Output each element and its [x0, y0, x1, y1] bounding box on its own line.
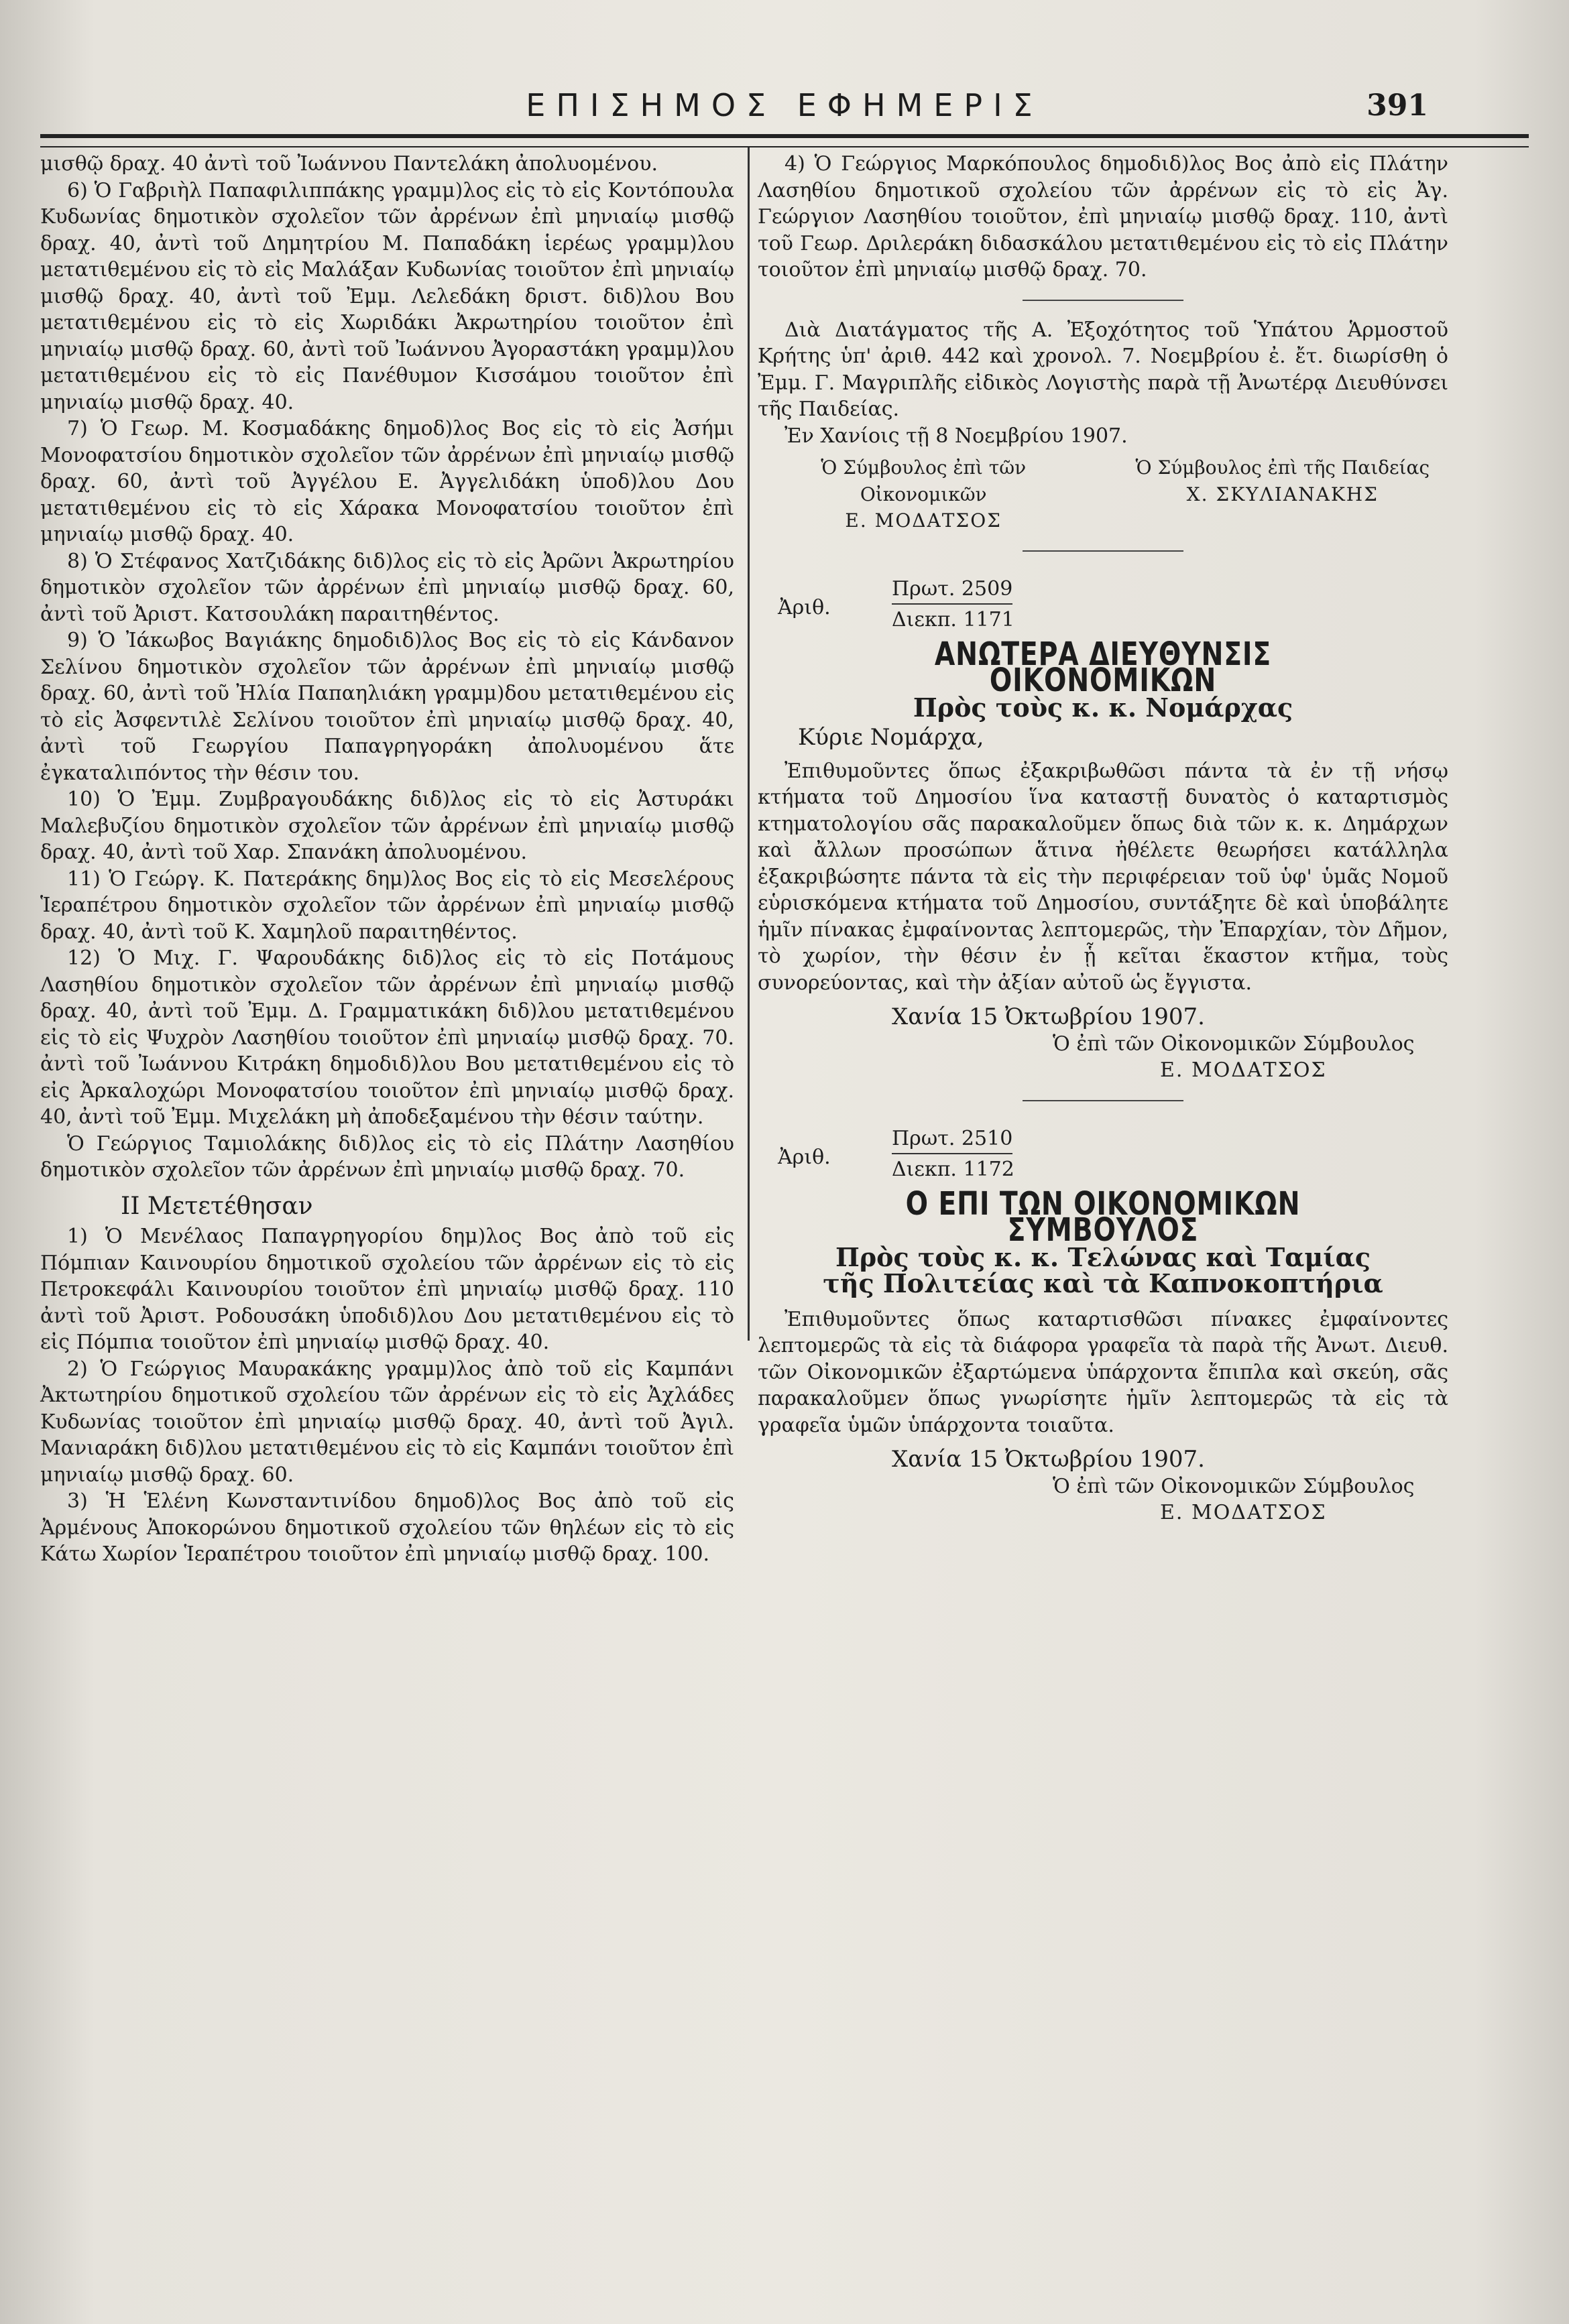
- decree-text: Διὰ Διατάγματος τῆς Α. Ἐξοχότητος τοῦ Ὑπάτου Ἁρμοστοῦ Κρήτης ὑπ' ἀριθ. 442 καὶ χρονολ. 7. Νοεμβρίου ἐ. ἔτ. διωρίσθη ὁ Ἐμμ. Γ. Μαγριπλῆς εἰδικὸς Λογιστὴς παρὰ τῇ Ἀνωτέρᾳ Διευθύνσει τῆς Παιδείας.: [758, 318, 1448, 421]
- signature-finance: [758, 454, 1089, 534]
- notice-date: Χανία 15 Ὀκτωβρίου 1907.: [892, 1003, 1205, 1030]
- separator-rule: [1023, 550, 1183, 552]
- signature-name: Χ. ΣΚΥΛΙΑΝΑΚΗΣ: [1186, 483, 1379, 505]
- paragraph: 7) Ὁ Γεωρ. Μ. Κοσμαδάκης δημοδ)λος Βος εἰς τὸ εἰς Ἀσήμι Μονοφατσίου δημοτικὸν σχολεῖον τῶν ἀρρένων ἐπὶ μηνιαίῳ μισθῷ δραχ. 60, ἀντὶ τοῦ Ἀγγέλου Ε. Ἀγγελιδάκη ὑποδ)λου Δου μετατιθεμένου εἰς τὸ εἰς Χάρακα Μονοφατσίου τοιοῦτον ἐπὶ μηνιαίῳ μισθῷ δραχ. 40.: [40, 417, 734, 546]
- column-divider: [748, 147, 750, 1341]
- notice-body: Ἐπιθυμοῦντες ὅπως καταρτισθῶσι πίνακες ἐμφαίνοντες λεπτομερῶς τὰ εἰς τὰ διάφορα γραφεῖα τὰ παρὰ τῆς Ἀνωτ. Διευθ. τῶν Οἰκονομικῶν ἐξαρτώμενα ὑπάρχοντα ἔπιπλα καὶ σκεύη, σᾶς παρακαλοῦμεν ὅπως γνωρίσητε ἡμῖν λεπτομερῶς τὰ εἰς τὰ γραφεῖα ὑμῶν ὑπάρχοντα τοιαῦτα.: [758, 1307, 1448, 1437]
- notice-subheading: Πρὸς τοὺς κ. κ. Νομάρχας: [913, 692, 1293, 723]
- paragraph: Ὁ Γεώργιος Ταμιολάκης διδ)λος εἰς τὸ εἰς Πλάτην Λασηθίου δημοτικὸν σχολεῖον τῶν ἀρρένων ἐπὶ μηνιαίῳ μισθῷ δραχ. 70.: [40, 1132, 734, 1182]
- separator-rule: [1023, 1100, 1183, 1101]
- paragraph: 1) Ὁ Μενέλαος Παπαγρηγορίου δημ)λος Βος ἀπὸ τοῦ εἰς Πόμπιαν Καινουρίου δημοτικοῦ σχολείου τῶν ἀρρένων εἰς τὸ εἰς Πετροκεφάλι Καινουρίου τοιοῦτον ἐπὶ μηνιαίῳ μισθῷ δραχ. 110 ἀντὶ τοῦ Ἀριστ. Ροδουσάκη ὑποδιδ)λου Δου μετατιθεμένου εἰς τὸ εἰς Πόμπια τοιοῦτον ἐπὶ μηνιαίῳ μισθῷ δραχ. 40.: [40, 1225, 734, 1354]
- page-header: [40, 80, 1529, 134]
- paragraph: 8) Ὁ Στέφανος Χατζιδάκης διδ)λος εἰς τὸ εἰς Ἀρῶνι Ἀκρωτηρίου δημοτικὸν σχολεῖον τῶν ἀρρένων ἐπὶ μηνιαίῳ μισθῷ δραχ. 60, ἀντὶ τοῦ Ἀριστ. Κατσουλάκη παραιτηθέντος.: [40, 549, 734, 626]
- decree-signatures: [758, 454, 1448, 534]
- notice-heading: Ο ΕΠΙ ΤΩΝ ΟΙΚΟΝΟΜΙΚΩΝ ΣΥΜΒΟΥΛΟΣ: [905, 1184, 1301, 1249]
- paragraph: 4) Ὁ Γεώργιος Μαρκόπουλος δημοδιδ)λος Βος ἀπὸ εἰς Πλάτην Λασηθίου δημοτικοῦ σχολείου τῶν ἀρρένων εἰς τὸ εἰς Ἀγ. Γεώργιον Λασηθίου τοιοῦτον, ἐπὶ μηνιαίῳ μισθῷ δραχ. 110, ἀντὶ τοῦ Γεωρ. Δριλεράκη διδασκάλου μετατιθεμένου εἰς τὸ εἰς Πλάτην τοιοῦτον ἐπὶ μηνιαίῳ μισθῷ δραχ. 70.: [758, 152, 1448, 282]
- paragraph: 10) Ὁ Ἐμμ. Ζυμβραγουδάκης διδ)λος εἰς τὸ εἰς Ἀστυράκι Μαλεβυζίου δημοτικὸν σχολεῖον τῶν ἀρρένων ἐπὶ μηνιαίῳ μισθῷ δραχ. 40, ἀντὶ τοῦ Χαρ. Σπανάκη ἀπολυομένου.: [40, 788, 734, 864]
- signature-education: [1117, 454, 1448, 534]
- signature-name: Ε. ΜΟΔΑΤΣΟΣ: [1160, 1058, 1327, 1082]
- left-column: [40, 151, 734, 1568]
- newspaper-title: ΕΠΙΣΗΜΟΣ ΕΦΗΜΕΡΙΣ: [526, 87, 1043, 123]
- signature-title: Ὁ ἐπὶ τῶν Οἰκονομικῶν Σύμβουλος: [1053, 1032, 1415, 1056]
- section-heading: ΙΙ Μετετέθησαν: [121, 1192, 313, 1220]
- protocol-number: Πρωτ. 2510: [892, 1125, 1012, 1155]
- protocol-number: Πρωτ. 2509: [892, 576, 1012, 605]
- paragraph: 9) Ὁ Ἰάκωβος Βαγιάκης δημοδιδ)λος Βος εἰς τὸ εἰς Κάνδανον Σελίνου δημοτικὸν σχολεῖον τῶν ἀρρένων ἐπὶ μηνιαίῳ μισθῷ δραχ. 60, ἀντὶ τοῦ Ἠλία Παπαηλιάκη γραμμ)δου μετατιθεμένου εἰς τὸ εἰς Ἀσφεντιλὲ Σελίνου τοιοῦτον ἐπὶ μηνιαίῳ μισθῷ δραχ. 40, ἀντὶ τοῦ Γεωργίου Παπαγρηγοράκη ἀπολυομένου ἅτε ἐγκαταλιπόντος τὴν θέσιν του.: [40, 629, 734, 785]
- dispatch-number: Διεκπ. 1172: [892, 1157, 1014, 1181]
- right-column: [758, 151, 1448, 1526]
- signature-title: Ὁ Σύμβουλος ἐπὶ τῶν Οἰκονομικῶν: [821, 456, 1027, 505]
- paragraph: 2) Ὁ Γεώργιος Μαυρακάκης γραμμ)λος ἀπὸ τοῦ εἰς Καμπάνι Ἀκτωτηρίου δημοτικοῦ σχολείου τῶν ἀρρένων εἰς τὸ εἰς Ἀχλάδες Κυδωνίας τοιοῦτον ἐπὶ μηνιαίῳ μισθῷ δραχ. 40, ἀντὶ τοῦ Ἀγιλ. Μανιαράκη διδ)λου μετατιθεμένου εἰς τὸ εἰς Καμπάνι τοιοῦτον ἐπὶ μηνιαίῳ μισθῷ δραχ. 60.: [40, 1357, 734, 1487]
- header-rule: [40, 134, 1529, 147]
- paragraph: 6) Ὁ Γαβριὴλ Παπαφιλιππάκης γραμμ)λος εἰς τὸ εἰς Κοντόπουλα Κυδωνίας δημοτικὸν σχολεῖον τῶν ἀρρένων ἐπὶ μηνιαίῳ μισθῷ δραχ. 40, ἀντὶ τοῦ Δημητρίου Μ. Παπαδάκη ἱερέως γραμμ)λου μετατιθεμένου εἰς τὸ εἰς Μαλάξαν Κυδωνίας τοιοῦτον ἐπὶ μηνιαίῳ μισθῷ δραχ. 40, ἀντὶ τοῦ Ἐμμ. Λελεδάκη δριστ. διδ)λου Βου μετατιθεμένου εἰς τὸ εἰς Χωριδάκι Ἀκρωτηρίου τοιοῦτον ἐπὶ μηνιαίῳ μισθῷ δραχ. 60, ἀντὶ τοῦ Ἰωάννου Ἀγοραστάκη γραμμ)λου μετατιθεμένου εἰς τὸ εἰς Πανέθυμον Κισσάμου τοιοῦτον ἐπὶ μηνιαίῳ μισθῷ δραχ. 40.: [40, 178, 734, 414]
- arith-label: Ἀριθ.: [778, 1145, 831, 1169]
- notice-heading: ΑΝΩΤΕΡΑ ΔΙΕΥΘΥΝΣΙΣ ΟΙΚΟΝΟΜΙΚΩΝ: [934, 635, 1272, 699]
- notice-subheading: Πρὸς τοὺς κ. κ. Τελώνας καὶ Ταμίας: [835, 1241, 1371, 1272]
- paragraph: μισθῷ δραχ. 40 ἀντὶ τοῦ Ἰωάννου Παντελάκη ἀπολυομένου.: [40, 152, 658, 176]
- signature-name: Ε. ΜΟΔΑΤΣΟΣ: [1160, 1501, 1327, 1524]
- signature-title: Ὁ ἐπὶ τῶν Οἰκονομικῶν Σύμβουλος: [1053, 1474, 1415, 1498]
- notice-date: Χανία 15 Ὀκτωβρίου 1907.: [892, 1446, 1205, 1473]
- salutation: Κύριε Νομάρχα,: [798, 724, 984, 751]
- arith-label: Ἀριθ.: [778, 595, 831, 619]
- paragraph: 11) Ὁ Γεώργ. Κ. Πατεράκης δημ)λος Βος εἰς τὸ εἰς Μεσελέρους Ἱεραπέτρου δημοτικὸν σχολεῖον τῶν ἀρρένων ἐπὶ μηνιαίῳ μισθῷ δραχ. 40, ἀντὶ τοῦ Κ. Χαμηλοῦ παραιτηθέντος.: [40, 867, 734, 944]
- separator-rule: [1023, 300, 1183, 301]
- paragraph: 3) Ἡ Ἑλένη Κωνσταντινίδου δημοδ)λος Βος ἀπὸ τοῦ εἰς Ἀρμένους Ἀποκορώνου δημοτικοῦ σχολείου τῶν θηλέων εἰς τὸ εἰς Κάτω Χωρίον Ἱεραπέτρου τοιοῦτον ἐπὶ μηνιαίῳ μισθῷ δραχ. 100.: [40, 1489, 734, 1566]
- reference-number-block: [758, 576, 1448, 635]
- page-number: 391: [1367, 88, 1428, 123]
- paragraph: 12) Ὁ Μιχ. Γ. Ψαρουδάκης διδ)λος εἰς τὸ εἰς Ποτάμους Λασηθίου δημοτικὸν σχολεῖον τῶν ἀρρένων ἐπὶ μηνιαίῳ μισθῷ δραχ. 40, ἀντὶ τοῦ Ἐμμ. Δ. Γραμματικάκη διδ)λου μετατιθεμένου εἰς τὸ εἰς Ψυχρὸν Λασηθίου τοιοῦτον ἐπὶ μηνιαίῳ μισθῷ δραχ. 70. ἀντὶ τοῦ Ἰωάννου Κιτράκη δημοδιδ)λου Βου μετατιθεμένου εἰς τὸ εἰς Ἀρκαλοχώρι Μονοφατσίου τοιοῦτον ἐπὶ μηνιαίῳ μισθῷ δραχ. 40, ἀντὶ τοῦ Ἐμμ. Μιχελάκη μὴ ἀποδεξαμένου τὴν θέσιν ταύτην.: [40, 946, 734, 1129]
- notice-body: Ἐπιθυμοῦντες ὅπως ἐξακριβωθῶσι πάντα τὰ ἐν τῇ νήσῳ κτήματα τοῦ Δημοσίου ἵνα καταστῇ δυνατὸς ὁ καταρτισμὸς κτηματολογίου σᾶς παρακαλοῦμεν ὅπως διὰ τῶν κ. κ. Δημάρχων καὶ ἄλλων προσώπων ἅτινα ἠθέλετε θεωρήσει κατάλληλα ἐξακριβώσητε πάντα τὰ εἰς τὴν περιφέρειαν τοῦ ὑφ' ὑμᾶς Νομοῦ εὑρισκόμενα κτήματα τοῦ Δημοσίου, συντάξητε δὲ καὶ ὑποβάλητε ἡμῖν πίνακας ἐμφαίνοντας λεπτομερῶς, τὴν Ἐπαρχίαν, τὸν Δῆμον, τὸ χωρίον, τὴν θέσιν ἐν ᾗ κεῖται ἕκαστον κτῆμα, τοὺς συνορεύοντας, καὶ τὴν ἀξίαν αὐτοῦ ὡς ἔγγιστα.: [758, 759, 1448, 995]
- dispatch-number: Διεκπ. 1171: [892, 607, 1014, 631]
- notice-subheading: τῆς Πολιτείας καὶ τὰ Καπνοκοπτήρια: [823, 1268, 1383, 1298]
- decree-date: Ἐν Χανίοις τῇ 8 Νοεμβρίου 1907.: [784, 424, 1128, 448]
- signature-name: Ε. ΜΟΔΑΤΣΟΣ: [845, 509, 1002, 532]
- signature-title: Ὁ Σύμβουλος ἐπὶ τῆς Παιδείας: [1135, 456, 1430, 479]
- reference-number-block: [758, 1125, 1448, 1184]
